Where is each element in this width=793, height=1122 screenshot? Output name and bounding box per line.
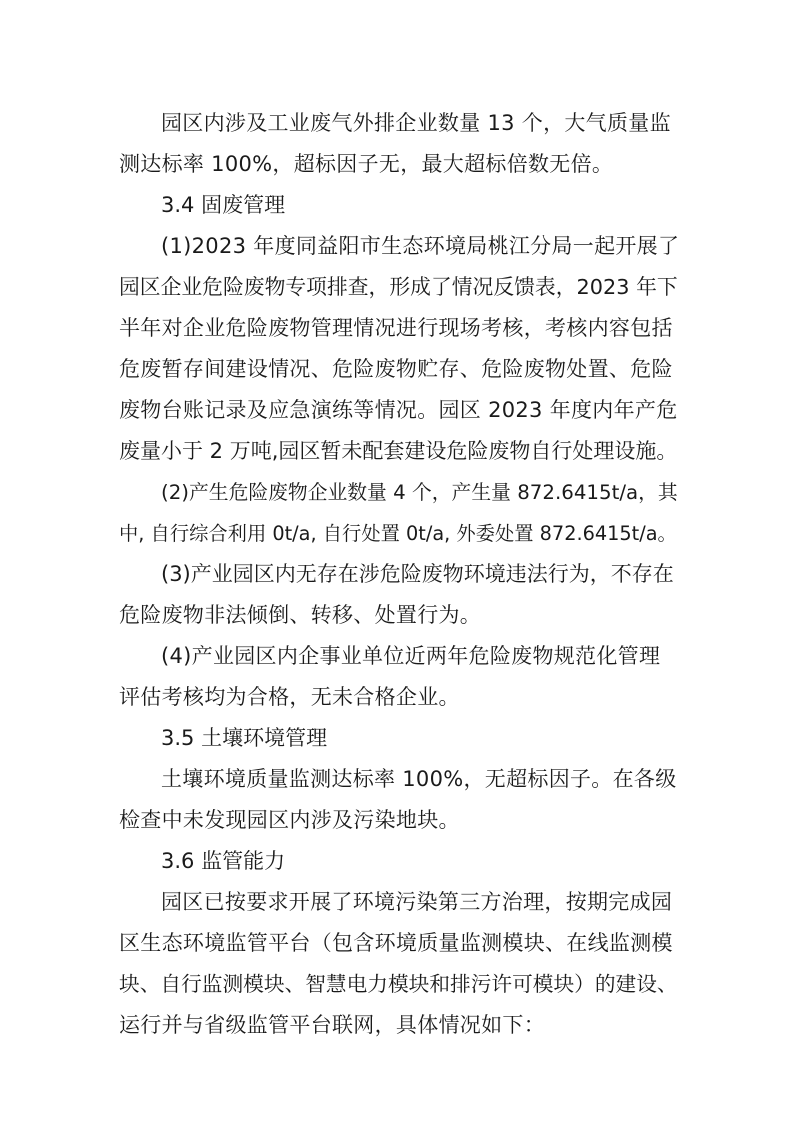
section-heading-h-3-4: 3.4 固废管理 <box>161 193 286 217</box>
paragraph-line: (4)产业园区内企事业单位近两年危险废物规范化管理 <box>161 644 661 668</box>
paragraph-p-solid-1 <box>119 226 679 472</box>
paragraph-line: 测达标率 100%，超标因子无，最大超标倍数无倍。 <box>119 152 614 176</box>
paragraph-line: 土壤环境质量监测达标率 100%，无超标因子。在各级 <box>161 767 677 791</box>
paragraph-line: 评估考核均为合格，无未合格企业。 <box>119 685 460 709</box>
paragraph-p-soil <box>119 759 679 841</box>
paragraph-line: 废物台账记录及应急演练等情况。园区 2023 年度内年产危 <box>119 398 678 422</box>
paragraph-line: (2)产生危险废物企业数量 4 个，产生量 872.6415t/a，其 <box>161 481 678 504</box>
paragraph-line: 中, 自行综合利用 0t/a, 自行处置 0t/a, 外委处置 872.6415t/a。 <box>119 522 677 545</box>
paragraph-p-solid-4 <box>119 636 679 718</box>
paragraph-p-air <box>119 103 679 185</box>
paragraph-p-supervision <box>119 882 679 1046</box>
paragraph-line: 运行并与省级监管平台联网，具体情况如下： <box>119 1013 545 1037</box>
paragraph-line: 半年对企业危险废物管理情况进行现场考核，考核内容包括 <box>119 316 673 340</box>
section-heading-h-3-6: 3.6 监管能力 <box>161 849 286 873</box>
paragraph-line: (1)2023 年度同益阳市生态环境局桃江分局一起开展了 <box>161 234 680 258</box>
paragraph-p-solid-2 <box>119 472 679 554</box>
paragraph-line: 区生态环境监管平台（包含环境质量监测模块、在线监测模 <box>119 931 673 955</box>
paragraph-line: 检查中未发现园区内涉及污染地块。 <box>119 808 460 832</box>
paragraph-line: 园区已按要求开展了环境污染第三方治理，按期完成园 <box>161 890 673 914</box>
paragraph-line: 园区内涉及工业废气外排企业数量 13 个，大气质量监 <box>161 111 671 135</box>
paragraph-line: 园区企业危险废物专项排查，形成了情况反馈表，2023 年下 <box>119 275 678 299</box>
paragraph-line: 危废暂存间建设情况、危险废物贮存、危险废物处置、危险 <box>119 357 673 381</box>
document-body <box>119 103 679 1046</box>
paragraph-line: 废量小于 2 万吨,园区暂未配套建设危险废物自行处理设施。 <box>119 439 678 463</box>
paragraph-line: (3)产业园区内无存在涉危险废物环境违法行为，不存在 <box>161 562 674 586</box>
section-heading-h-3-5: 3.5 土壤环境管理 <box>161 726 328 750</box>
paragraph-line: 块、自行监测模块、智慧电力模块和排污许可模块）的建设、 <box>119 972 678 996</box>
paragraph-p-solid-3 <box>119 554 679 636</box>
paragraph-line: 危险废物非法倾倒、转移、处置行为。 <box>119 603 482 627</box>
